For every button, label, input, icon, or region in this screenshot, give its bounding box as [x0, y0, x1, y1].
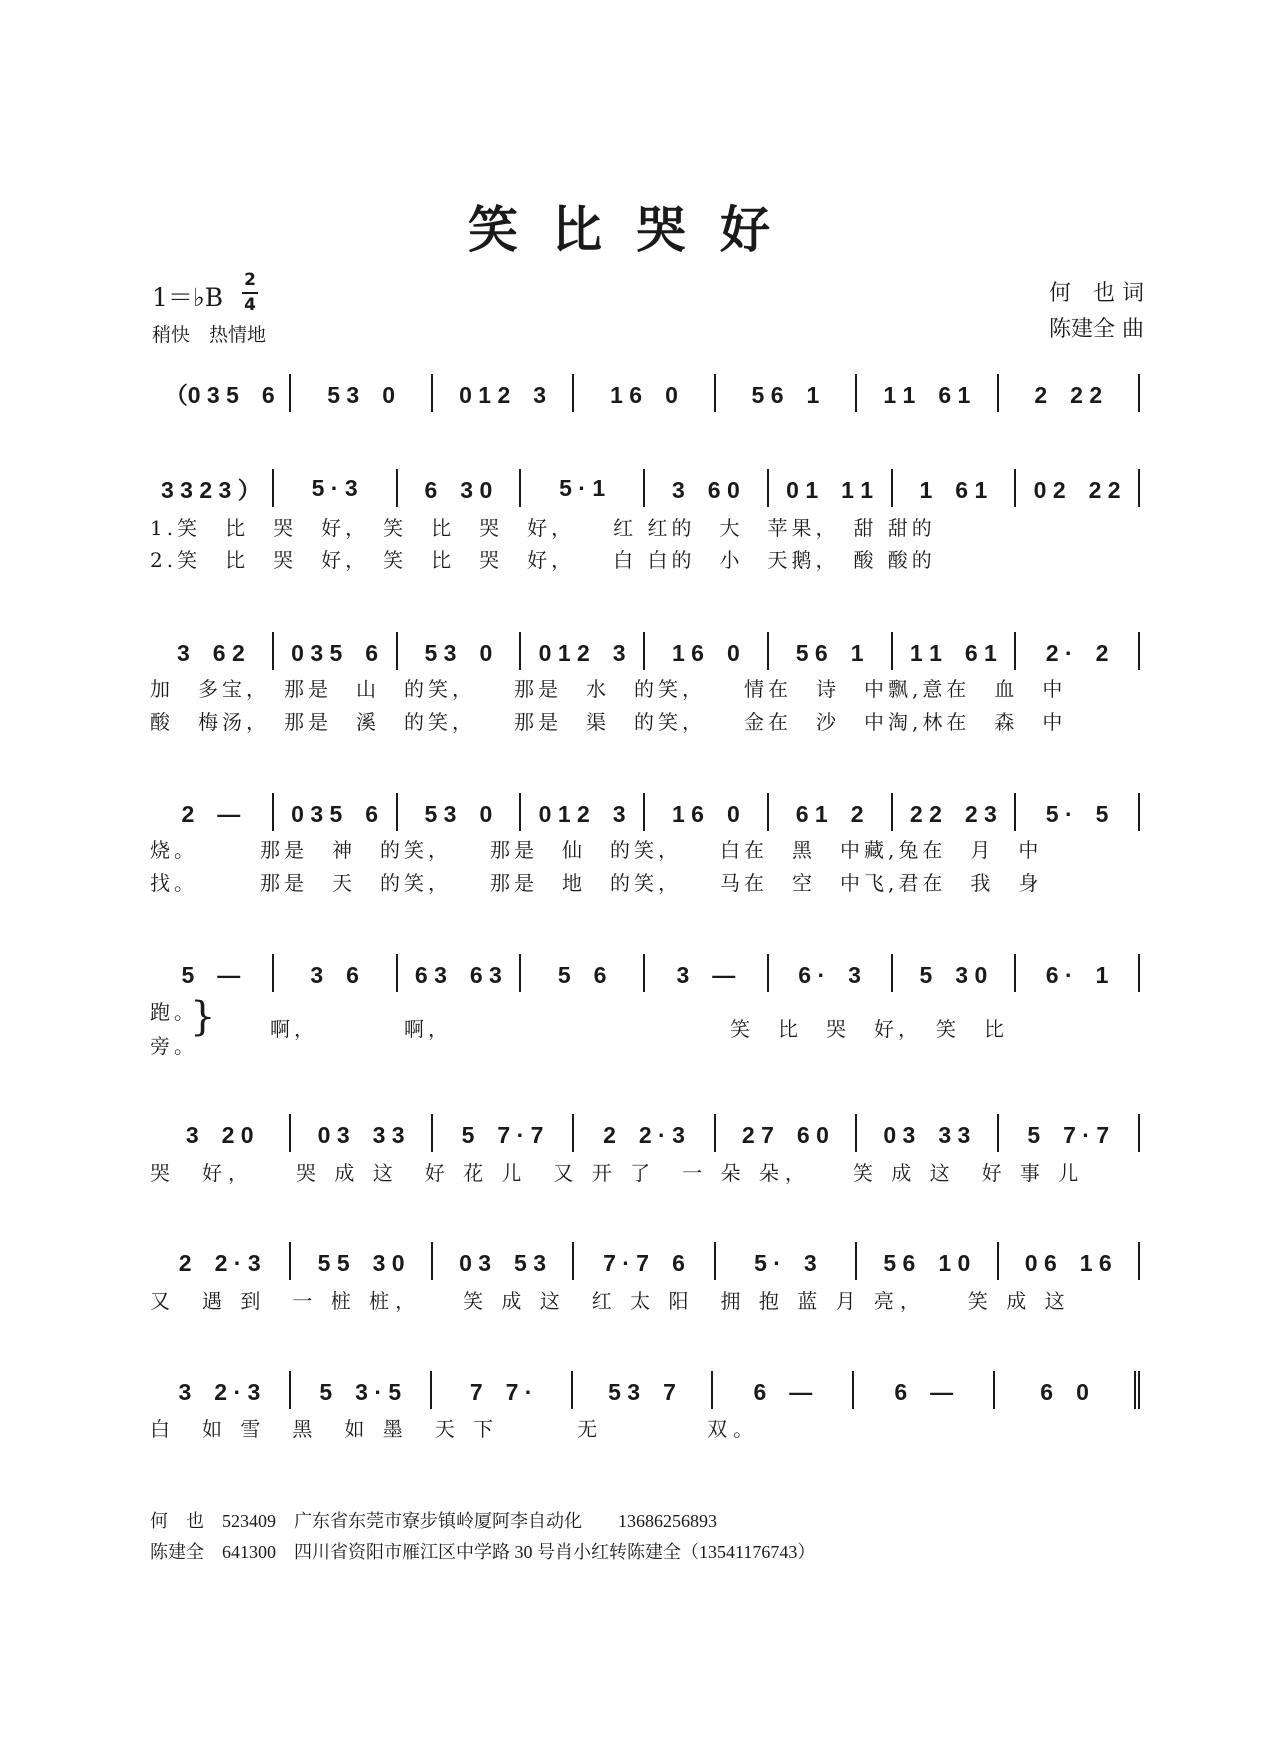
measure: 5 5 3 0 [291, 1242, 432, 1280]
measure: 5 3 0 [291, 374, 432, 412]
score-row-8 [150, 1375, 1140, 1405]
measure: 5 3 7 [573, 1371, 714, 1409]
measure: 5 · 5 [1016, 793, 1140, 831]
measure: 6 · 1 [1016, 954, 1140, 992]
lyrics-line: 白 如 雪 黑 如 墨 天 下 无 双。 [150, 1417, 760, 1441]
score-row-4 [150, 797, 1140, 827]
measure: 3 6 2 [150, 632, 274, 670]
measure: 3 — [645, 954, 769, 992]
measure: 0 3 5 3 [433, 1242, 574, 1280]
measure: 5 3 · 5 [291, 1371, 432, 1409]
lyrics-chorus: 啊， 啊， 笑 比 哭 好， 笑 比 [270, 1017, 1008, 1041]
measure: 7 7 · [432, 1371, 573, 1409]
tempo-marking: 稍快 热情地 [152, 324, 267, 346]
measure: 0 1 1 1 [769, 469, 893, 507]
measure: 0 1 2 3 [433, 374, 574, 412]
measure: 6 3 6 3 [398, 954, 522, 992]
score-row-7 [150, 1246, 1140, 1276]
measure: 2 2 · 3 [150, 1242, 291, 1280]
verse-brace: } [190, 994, 216, 1040]
lyrics-line: 又 遇 到 一 桩 桩， 笑 成 这 红 太 阳 拥 抱 蓝 月 亮， 笑 成 这 [150, 1289, 1071, 1313]
measure: 2 · 2 [1016, 632, 1140, 670]
measure: 0 6 1 6 [999, 1242, 1140, 1280]
measure: 5 · 3 [274, 469, 398, 507]
measure: 1 6 0 [645, 632, 769, 670]
measure: 2 2 2 [999, 374, 1140, 412]
lyricist-contact: 何 也 523409 广东省东莞市寮步镇岭厦阿李自动化 13686256893 [150, 1511, 717, 1531]
measure: 6 3 0 [398, 469, 522, 507]
key-signature: 1＝♭B [152, 283, 224, 312]
measure: 5 3 0 [398, 632, 522, 670]
measure: 7 · 7 6 [574, 1242, 715, 1280]
measure: 5 3 0 [893, 954, 1017, 992]
lyricist-credit: 何 也 词 [1049, 281, 1144, 306]
measure: 3 2 · 3 [150, 1371, 291, 1409]
lyrics-verse-2: 酸 梅汤， 那是 溪 的笑， 那是 渠 的笑， 金在 沙 中淘,林在 森 中 [150, 710, 1067, 734]
measure: 5 7 · 7 [999, 1114, 1140, 1152]
measure: 5 — [150, 954, 274, 992]
score-row-1 [150, 378, 1140, 408]
lyrics-verse-1: 烧。 那是 神 的笑， 那是 仙 的笑， 白在 黑 中藏,兔在 月 中 [150, 838, 1043, 862]
measure: 2 2 2 3 [893, 793, 1017, 831]
measure: 6 · 3 [769, 954, 893, 992]
measure: 3 2 0 [150, 1114, 291, 1152]
song-title: 笑比哭好 [468, 200, 804, 259]
measure: （0 3 5 6 [150, 374, 291, 412]
measure: 5 6 1 [769, 632, 893, 670]
lyrics-verse-1: 跑。 [150, 1000, 198, 1024]
score-row-5 [150, 958, 1140, 988]
measure: 5 7 · 7 [433, 1114, 574, 1152]
measure: 0 1 2 3 [521, 632, 645, 670]
measure: 0 3 5 6 [274, 632, 398, 670]
measure: 0 3 3 3 [291, 1114, 432, 1152]
measure: 1 6 0 [645, 793, 769, 831]
time-signature-bottom: 4 [244, 295, 256, 315]
measure: 1 6 1 [893, 469, 1017, 507]
measure: 0 3 3 3 [857, 1114, 998, 1152]
score-row-3 [150, 636, 1140, 666]
composer-contact: 陈建全 641300 四川省资阳市雁江区中学路 30 号肖小红转陈建全（13541176743） [150, 1542, 816, 1562]
lyrics-verse-1: 1.笑 比 哭 好， 笑 比 哭 好， 红 红的 大 苹果， 甜 甜的 [150, 516, 936, 540]
measure: 6 1 2 [769, 793, 893, 831]
score-row-2 [150, 473, 1140, 503]
lyrics-verse-2: 旁。 [150, 1034, 198, 1058]
measure: 2 2 · 3 [574, 1114, 715, 1152]
lyrics-verse-2: 2.笑 比 哭 好， 笑 比 哭 好， 白 白的 小 天鹅， 酸 酸的 [150, 548, 936, 572]
measure: 0 1 2 3 [521, 793, 645, 831]
measure: 5 3 0 [398, 793, 522, 831]
measure: 1 1 6 1 [857, 374, 998, 412]
measure: 1 1 6 1 [893, 632, 1017, 670]
time-signature-top: 2 [244, 270, 256, 290]
measure: 5 6 1 [716, 374, 857, 412]
measure: 2 — [150, 793, 274, 831]
measure: 6 — [713, 1371, 854, 1409]
measure: 6 — [854, 1371, 995, 1409]
lyrics-verse-1: 加 多宝， 那是 山 的笑， 那是 水 的笑， 情在 诗 中飘,意在 血 中 [150, 677, 1067, 701]
measure: 2 7 6 0 [716, 1114, 857, 1152]
lyrics-verse-2: 找。 那是 天 的笑， 那是 地 的笑， 马在 空 中飞,君在 我 身 [150, 871, 1043, 895]
lyrics-line: 哭 好， 哭 成 这 好 花 儿 又 开 了 一 朵 朵， 笑 成 这 好 事 儿 [150, 1161, 1085, 1185]
measure: 3 3 2 3 ） [150, 469, 274, 507]
measure: 6 0 [995, 1371, 1140, 1409]
measure: 0 3 5 6 [274, 793, 398, 831]
measure: 1 6 0 [574, 374, 715, 412]
score-row-6 [150, 1118, 1140, 1148]
measure: 3 6 [274, 954, 398, 992]
time-signature [242, 270, 258, 316]
measure: 3 6 0 [645, 469, 769, 507]
measure: 5 · 1 [521, 469, 645, 507]
measure: 5 6 1 0 [857, 1242, 998, 1280]
measure: 0 2 2 2 [1016, 469, 1140, 507]
measure: 5 6 [521, 954, 645, 992]
composer-credit: 陈建全 曲 [1049, 317, 1144, 342]
measure: 5 · 3 [716, 1242, 857, 1280]
